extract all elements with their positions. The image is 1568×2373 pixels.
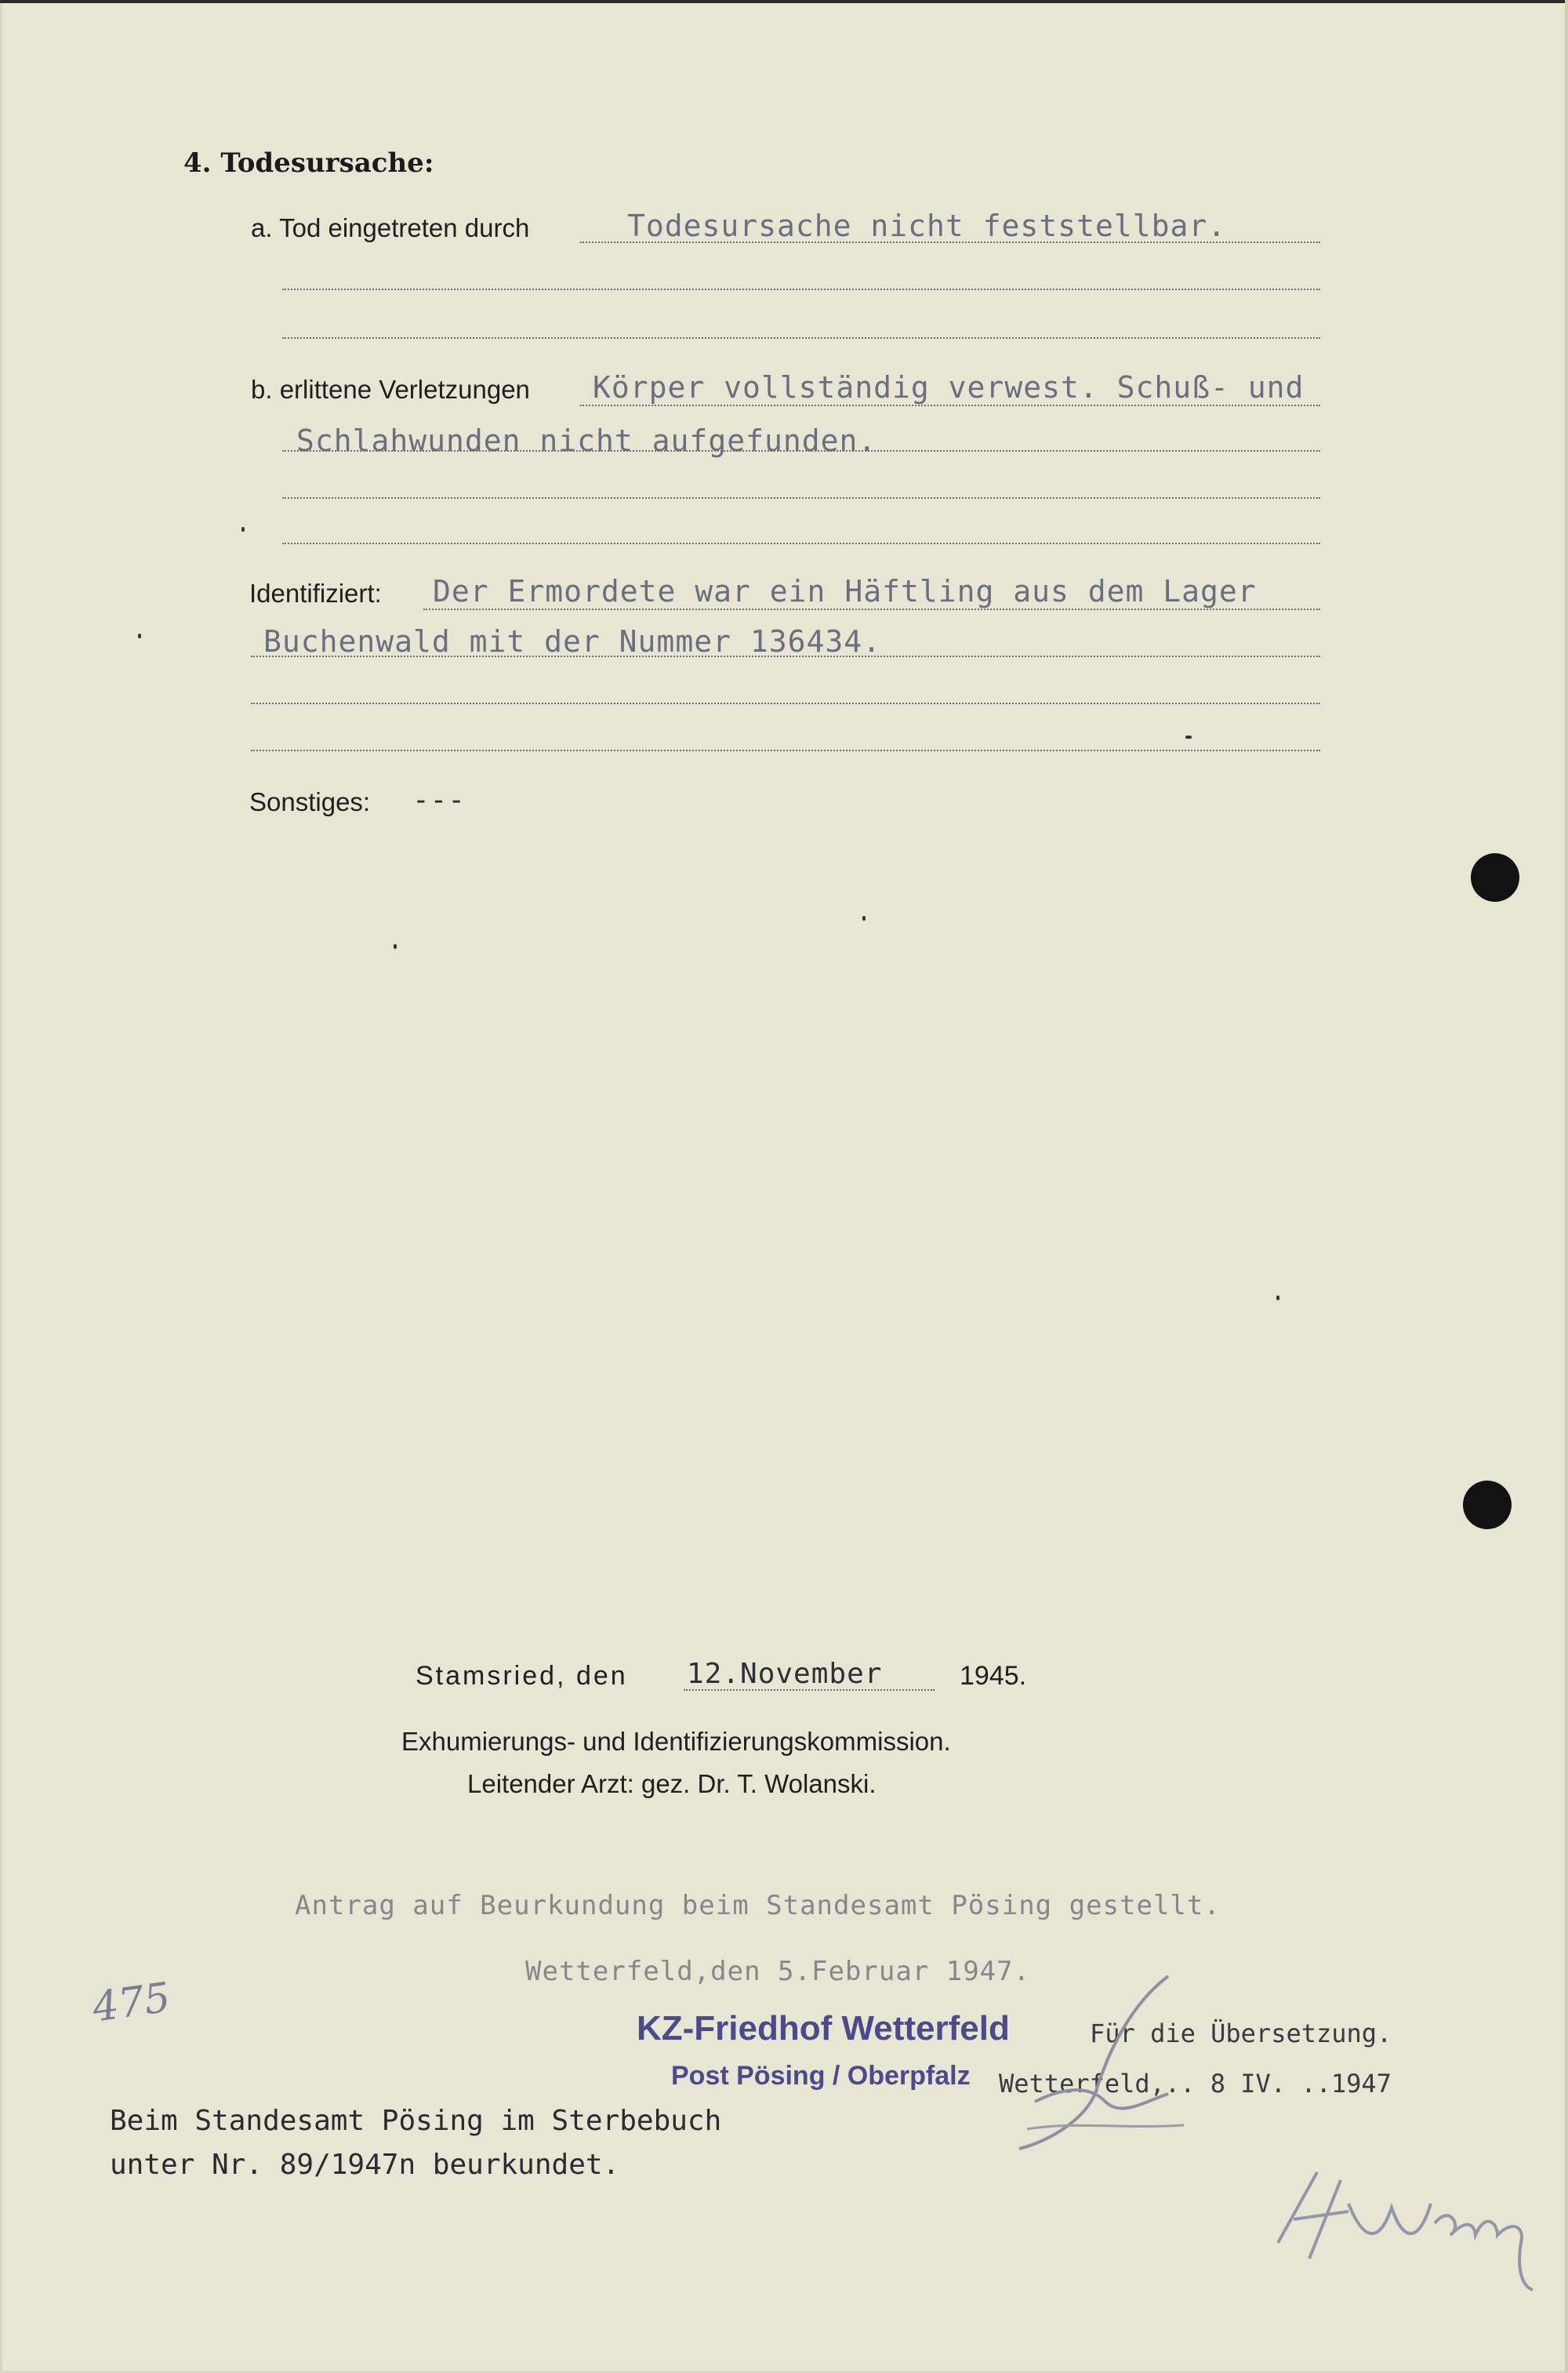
- injuries-label: b. erlittene Verletzungen: [251, 375, 530, 404]
- speck: [1185, 736, 1192, 739]
- place-date-prefix: Stamsried, den: [416, 1661, 628, 1691]
- speck: [394, 944, 397, 949]
- place-date-year: 1945.: [960, 1661, 1027, 1691]
- injuries-line-3: [282, 497, 1320, 499]
- other-label: Sonstiges:: [249, 787, 371, 816]
- leading-doctor: Leitender Arzt: gez. Dr. T. Wolanski.: [467, 1769, 877, 1798]
- other-value: ---: [412, 784, 466, 816]
- cause-line-1: [580, 242, 1320, 243]
- identified-line-4: [251, 750, 1320, 751]
- identified-label: Identifiziert:: [249, 579, 382, 608]
- wetterfeld-date: Wetterfeld,den 5.Februar 1947.: [525, 1956, 1031, 1987]
- antrag-note: Antrag auf Beurkundung beim Standesamt Pösing gestellt.: [295, 1890, 1221, 1921]
- speck: [138, 634, 141, 638]
- date-line: [684, 1689, 935, 1691]
- cause-line-2: [282, 289, 1320, 290]
- place-date-typed: 12.November: [687, 1658, 883, 1690]
- cause-label: a. Tod eingetreten durch: [251, 213, 530, 242]
- speck: [862, 916, 866, 921]
- identified-line-2: [251, 656, 1320, 657]
- cause-value: Todesursache nicht feststellbar.: [627, 209, 1227, 243]
- injuries-value-1: Körper vollständig verwest. Schuß- und: [593, 370, 1305, 405]
- identified-value-2: Buchenwald mit der Nummer 136434.: [263, 624, 881, 659]
- translation-note-line-2: Wetterfeld,.. 8 IV. ..1947: [999, 2069, 1392, 2099]
- injuries-line-4: [282, 543, 1320, 544]
- cause-line-3: [282, 337, 1320, 339]
- punch-hole-top: [1471, 853, 1519, 902]
- identified-value-1: Der Ermordete war ein Häftling aus dem Lager: [433, 574, 1257, 609]
- identified-line-3: [251, 703, 1320, 704]
- top-edge: [0, 0, 1568, 3]
- registry-note-line-2: unter Nr. 89/1947n beurkundet.: [110, 2149, 620, 2181]
- identified-line-1: [423, 609, 1320, 610]
- registrar-signature: [1262, 2149, 1544, 2298]
- section-heading: 4. Todesursache:: [183, 147, 434, 179]
- translation-note-line-1: Für die Übersetzung.: [1090, 2019, 1392, 2048]
- injuries-line-1: [580, 405, 1320, 406]
- right-edge: [1565, 0, 1568, 2373]
- injuries-value-2: Schlahwunden nicht aufgefunden.: [296, 423, 877, 458]
- cemetery-stamp-line-1: KZ-Friedhof Wetterfeld: [637, 2009, 1010, 2048]
- cemetery-stamp-line-2: Post Pösing / Oberpfalz: [671, 2061, 971, 2091]
- injuries-line-2: [282, 450, 1320, 452]
- commission-name: Exhumierungs- und Identifizierungskommission.: [401, 1727, 951, 1756]
- registry-note-line-1: Beim Standesamt Pösing im Sterbebuch: [110, 2105, 722, 2137]
- speck: [241, 527, 245, 532]
- translator-signature: [1004, 1968, 1207, 2172]
- speck: [1276, 1296, 1279, 1300]
- handwritten-number: 475: [89, 1974, 173, 2032]
- punch-hole-bottom: [1463, 1481, 1512, 1529]
